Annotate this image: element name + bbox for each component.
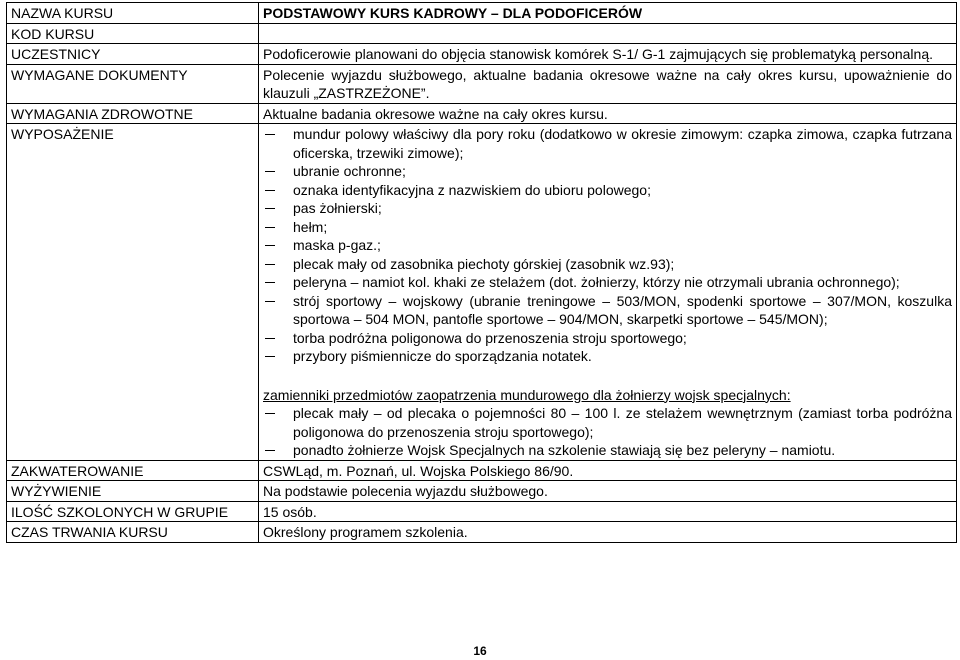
course-info-table [6,2,957,543]
label-health: WYMAGANIA ZDROWOTNE [7,103,259,124]
equipment-item: pas żołnierski; [263,199,952,218]
equipment-item: strój sportowy – wojskowy (ubranie treningowe – 503/MON, spodenki sportowe – 307/MON, koszulka sportowa – 504 MON, pantofle sportowe – 904/MON, skarpetki sportowe – 545/MON); [263,292,952,329]
substitutes-list [263,404,952,460]
value-documents: Polecenie wyjazdu służbowego, aktualne badania okresowe ważne na cały okres kursu, upoważnienie do klauzuli „ZASTRZEŻONE”. [259,64,957,103]
label-course-name: NAZWA KURSU [7,3,259,24]
row-course-code [7,23,957,44]
equipment-item: ubranie ochronne; [263,162,952,181]
equipment-list [263,125,952,366]
substitutes-heading: zamienniki przedmiotów zaopatrzenia mundurowego dla żołnierzy wojsk specjalnych: [263,386,791,403]
value-course-code [259,23,957,44]
equipment-item: plecak mały od zasobnika piechoty górskiej (zasobnik wz.93); [263,255,952,274]
row-equipment [7,124,957,461]
row-meals [7,481,957,502]
equipment-item: maska p-gaz.; [263,236,952,255]
equipment-item: hełm; [263,218,952,237]
label-meals: WYŻYWIENIE [7,481,259,502]
row-documents [7,64,957,103]
equipment-item: mundur polowy właściwy dla pory roku (dodatkowo w okresie zimowym: czapka zimowa, czapka futrzana oficerska, trzewiki zimowe); [263,125,952,162]
value-group-size: 15 osób. [259,501,957,522]
label-duration: CZAS TRWANIA KURSU [7,522,259,543]
equipment-item: peleryna – namiot kol. khaki ze stelażem (dot. żołnierzy, którzy nie otrzymali ubrania ochronnego); [263,273,952,292]
substitute-item: plecak mały – od plecaka o pojemności 80 – 100 l. ze stelażem wewnętrznym (zamiast torba podróżna poligonowa do przenoszenia stroju sportowego); [263,404,952,441]
equipment-item: przybory piśmiennicze do sporządzania notatek. [263,347,952,366]
value-participants: Podoficerowie planowani do objęcia stanowisk komórek S-1/ G-1 zajmujących się problematyką personalną. [259,44,957,65]
page-number: 16 [473,644,487,658]
row-participants [7,44,957,65]
value-equipment [259,124,957,461]
row-health [7,103,957,124]
row-duration [7,522,957,543]
label-participants: UCZESTNICY [7,44,259,65]
label-equipment: WYPOSAŻENIE [7,124,259,461]
value-health: Aktualne badania okresowe ważne na cały okres kursu. [259,103,957,124]
row-course-name [7,3,957,24]
value-accommodation: CSWLąd, m. Poznań, ul. Wojska Polskiego 86/90. [259,460,957,481]
equipment-item: torba podróżna poligonowa do przenoszenia stroju sportowego; [263,329,952,348]
equipment-item: oznaka identyfikacyjna z nazwiskiem do ubioru polowego; [263,181,952,200]
label-course-code: KOD KURSU [7,23,259,44]
row-group-size [7,501,957,522]
row-accommodation [7,460,957,481]
label-accommodation: ZAKWATEROWANIE [7,460,259,481]
label-group-size: ILOŚĆ SZKOLONYCH W GRUPIE [7,501,259,522]
substitute-item: ponadto żołnierze Wojsk Specjalnych na szkolenie stawiają się bez peleryny – namiotu. [263,441,952,460]
value-meals: Na podstawie polecenia wyjazdu służbowego. [259,481,957,502]
label-documents: WYMAGANE DOKUMENTY [7,64,259,103]
value-duration: Określony programem szkolenia. [259,522,957,543]
value-course-name: PODSTAWOWY KURS KADROWY – DLA PODOFICERÓW [259,3,957,24]
